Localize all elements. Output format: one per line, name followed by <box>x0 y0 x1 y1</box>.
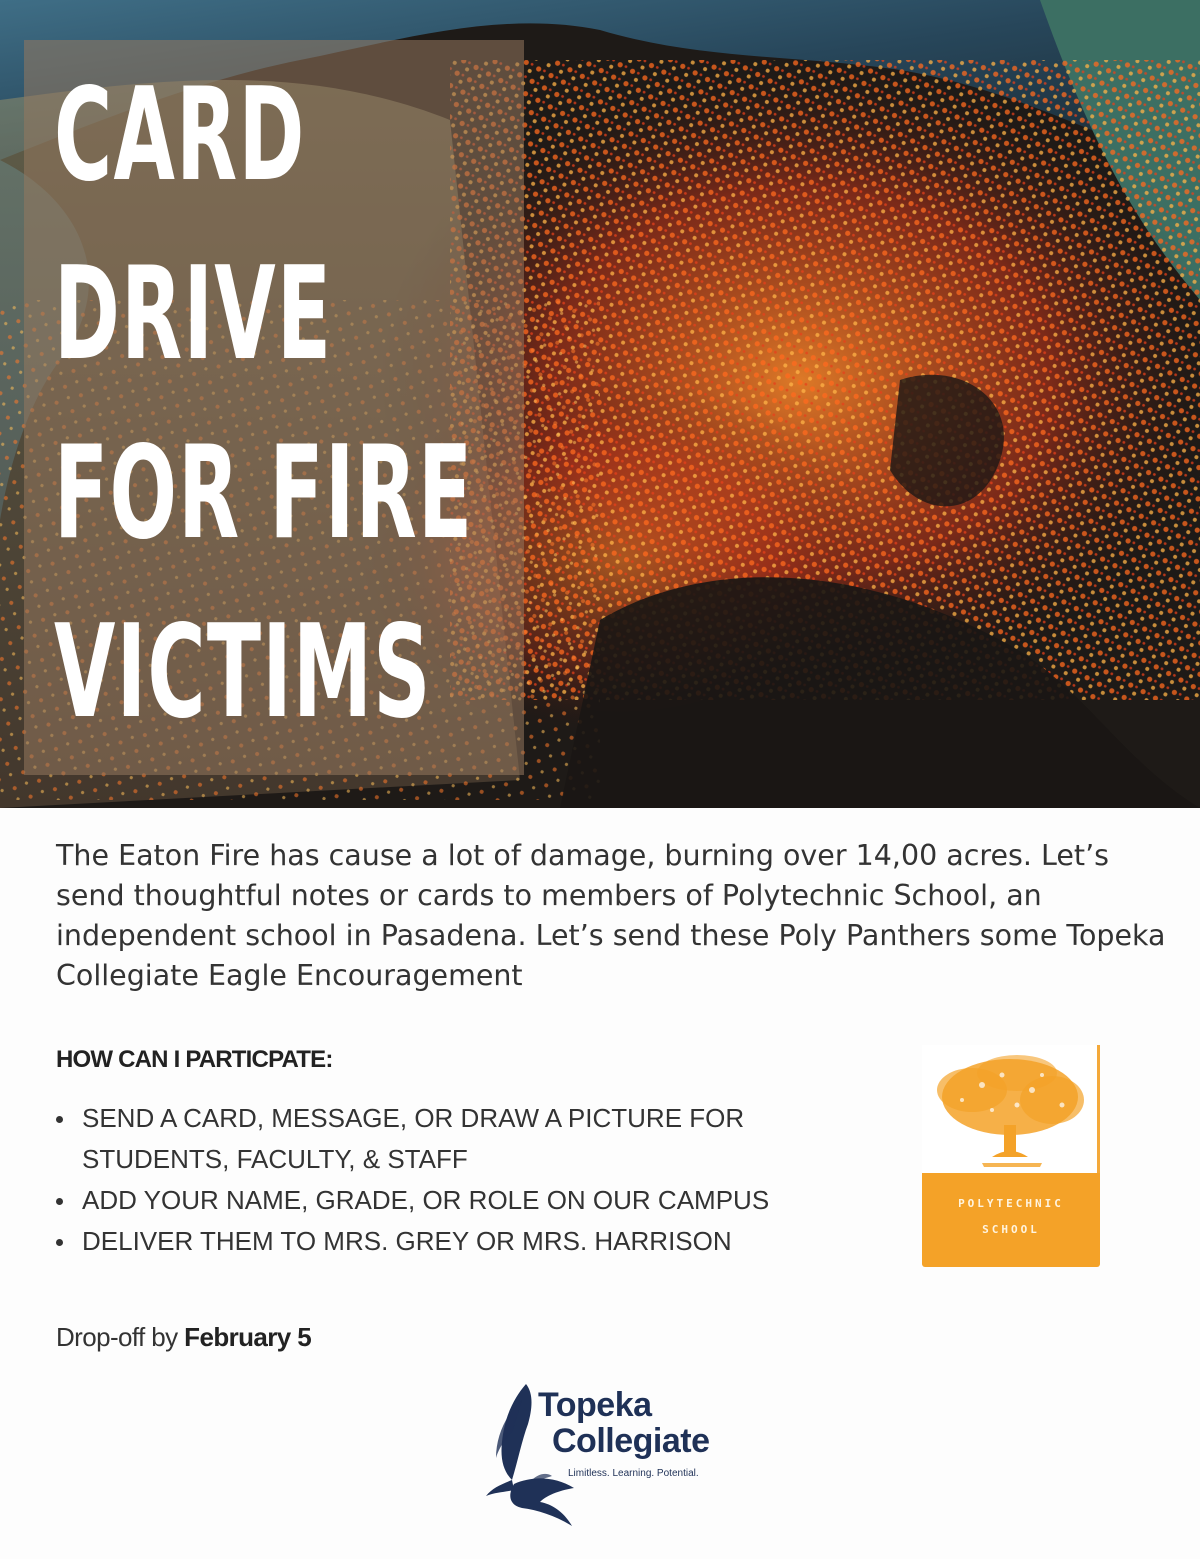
logo-name-line: Collegiate <box>552 1422 710 1460</box>
dropoff-deadline <box>56 1322 311 1353</box>
logo-text: SCHOOL <box>982 1223 1040 1236</box>
participate-heading: HOW CAN I PARTICPATE: <box>56 1046 333 1073</box>
title-line: CARD <box>54 61 306 210</box>
participate-list <box>56 1098 856 1262</box>
title-line: VICTIMS <box>54 598 432 747</box>
logo-text: POLYTECHNIC <box>958 1197 1064 1210</box>
logo-tagline: Limitless. Learning. Potential. <box>568 1468 699 1479</box>
list-item: DELIVER THEM TO MRS. GREY OR MRS. HARRISON <box>56 1221 856 1262</box>
dropoff-prefix: Drop-off by <box>56 1322 178 1352</box>
title-overlay <box>24 40 524 775</box>
list-item: SEND A CARD, MESSAGE, OR DRAW A PICTURE FOR STUDENTS, FACULTY, & STAFF <box>56 1098 856 1180</box>
list-item: ADD YOUR NAME, GRADE, OR ROLE ON OUR CAMPUS <box>56 1180 856 1221</box>
title-line: FOR FIRE <box>54 419 474 568</box>
dropoff-date: February 5 <box>184 1322 312 1352</box>
logo-name-line: Topeka <box>538 1386 652 1424</box>
title-line: DRIVE <box>54 240 333 389</box>
topeka-collegiate-logo <box>482 1380 732 1530</box>
polytechnic-school-logo <box>922 1045 1100 1267</box>
polytechnic-wordmark <box>922 1173 1100 1267</box>
oak-tree-icon <box>922 1045 1100 1173</box>
intro-paragraph: The Eaton Fire has cause a lot of damage, burning over 14,00 acres. Let’s send thoughtful notes or cards to members of Polytechnic School, an independent school in Pasadena. Let’s send these Poly Panthers some Topeka Collegiate Eagle Encouragement <box>56 839 1166 992</box>
